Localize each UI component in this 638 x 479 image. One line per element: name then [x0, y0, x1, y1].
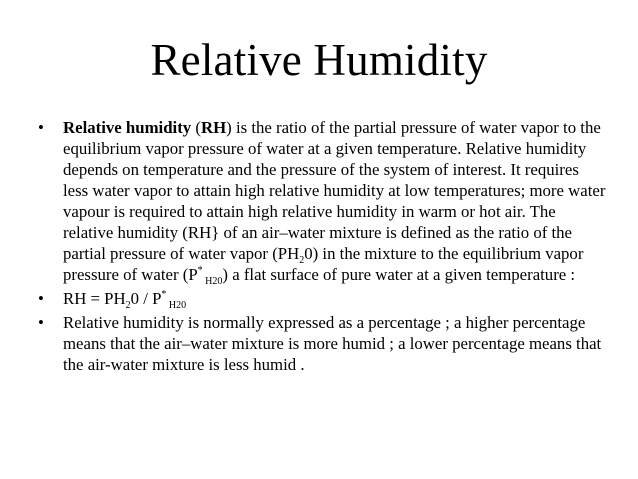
- formula-text: RH = PH: [63, 289, 126, 308]
- subscript: 2: [299, 255, 305, 266]
- definition-text-end: ) a flat surface of pure water at a given temperature :: [222, 265, 576, 284]
- percentage-text: Relative humidity is normally expressed as a percentage ; a higher percentage means that the air–water mixture is more humid ; a lower percentage means that the air-water mixture is less humid .: [63, 313, 602, 374]
- definition-text: ) is the ratio of the partial pressure of water vapor to the equilibrium vapor pressure of water at a given temperature. Relative humidity depends on temperature and the pressure of the system of interest. It requires less water vapor to attain high relative humidity at low temperatures; more water vapour is required to attain high relative humidity in warm or hot air. The relative humidity (RH} of an air–water mixture is defined as the ratio of the partial pressure of water vapor (PH: [63, 118, 606, 263]
- definition-text-continued: 0) in the mixture to the equilibrium vapor pressure of water (P: [63, 244, 584, 284]
- bullet-item-formula: [38, 288, 608, 309]
- text-fragment: (: [191, 118, 201, 137]
- subscript: H20: [202, 276, 223, 287]
- bullet-list: [38, 117, 608, 378]
- superscript: *: [197, 265, 203, 276]
- subscript: 2: [125, 300, 131, 311]
- bullet-marker: •: [38, 289, 44, 308]
- superscript: *: [161, 289, 167, 300]
- slide-title: Relative Humidity: [150, 35, 488, 85]
- bullet-item-definition: [38, 117, 608, 285]
- formula-text-continued: 0 / P: [130, 289, 162, 308]
- subscript: H20: [166, 300, 187, 311]
- bullet-marker: •: [38, 313, 44, 332]
- term-relative-humidity: Relative humidity: [63, 118, 192, 137]
- bullet-marker: •: [38, 118, 44, 137]
- term-abbreviation: RH: [200, 118, 227, 137]
- bullet-item-percentage: [38, 312, 608, 375]
